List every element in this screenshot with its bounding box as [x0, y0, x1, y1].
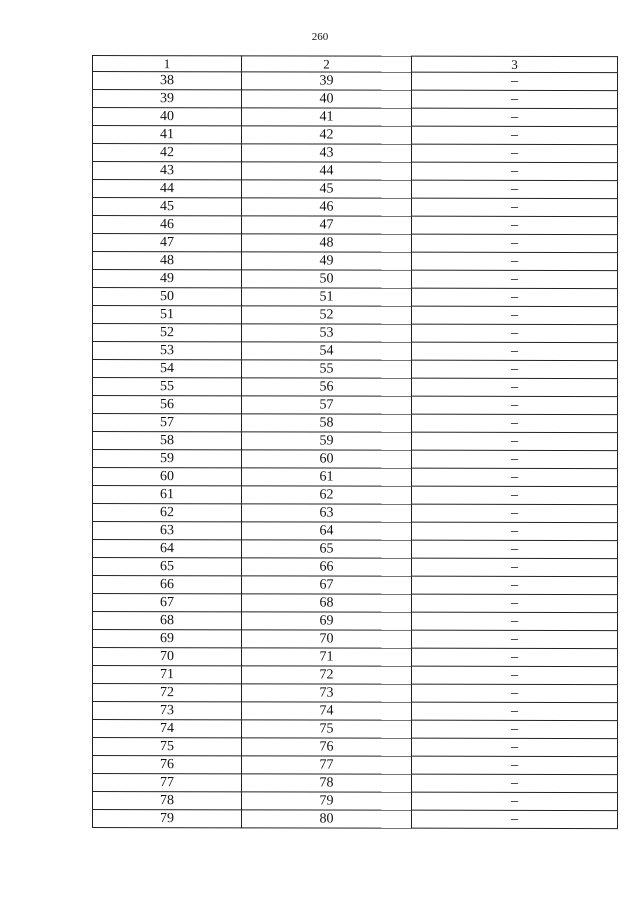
table-cell-col-1: 56	[93, 396, 242, 414]
table-cell-col-1: 68	[93, 612, 242, 630]
table-cell-col-2: 68	[242, 594, 412, 612]
table-cell-col-1: 64	[93, 540, 242, 558]
table-row	[93, 612, 618, 631]
table-cell-col-1: 38	[93, 72, 242, 90]
table-row	[93, 306, 618, 325]
table-cell-col-1: 45	[93, 198, 242, 216]
table-row	[93, 486, 618, 505]
table-cell-col-2: 75	[242, 720, 412, 738]
table-cell-col-1: 62	[93, 504, 242, 522]
table-cell-col-1: 58	[93, 432, 242, 450]
table-cell-col-2: 41	[242, 108, 412, 126]
table-cell-col-3: –	[412, 684, 618, 702]
table-cell-col-1: 72	[93, 684, 242, 702]
table-cell-col-3: –	[412, 342, 618, 360]
table-row	[93, 432, 618, 451]
table-container	[92, 55, 617, 829]
table-row	[93, 162, 618, 181]
table-cell-col-3: –	[412, 414, 618, 432]
table-cell-col-3: –	[412, 126, 618, 144]
table-cell-col-1: 54	[93, 360, 242, 378]
table-cell-col-3: –	[412, 324, 618, 342]
table-cell-col-3: –	[412, 594, 618, 612]
table-cell-col-1: 63	[93, 522, 242, 540]
table-cell-col-1: 48	[93, 252, 242, 270]
table-cell-col-1: 75	[93, 738, 242, 756]
table-row	[93, 90, 618, 109]
table-row	[93, 414, 618, 433]
table-row	[93, 540, 618, 559]
table-cell-col-3: –	[412, 360, 618, 378]
table-cell-col-3: –	[412, 774, 618, 792]
table-cell-col-3: –	[412, 792, 618, 810]
table-cell-col-3: –	[412, 90, 618, 108]
table-row	[93, 720, 618, 739]
table-row	[93, 576, 618, 595]
table-cell-col-2: 72	[242, 666, 412, 684]
table-cell-col-2: 40	[242, 90, 412, 108]
column-header-1: 1	[93, 56, 242, 72]
table-cell-col-1: 57	[93, 414, 242, 432]
table-row	[93, 630, 618, 649]
table-cell-col-3: –	[412, 612, 618, 630]
column-header-3: 3	[412, 56, 618, 72]
table-row	[93, 810, 618, 829]
table-cell-col-3: –	[412, 234, 618, 252]
table-row	[93, 774, 618, 793]
table-cell-col-1: 50	[93, 288, 242, 306]
table-cell-col-2: 61	[242, 468, 412, 486]
table-row	[93, 216, 618, 235]
table-cell-col-1: 71	[93, 666, 242, 684]
table-cell-col-2: 76	[242, 738, 412, 756]
table-cell-col-3: –	[412, 738, 618, 756]
table-row	[93, 180, 618, 199]
table-cell-col-2: 77	[242, 756, 412, 774]
table-cell-col-1: 49	[93, 270, 242, 288]
table-cell-col-1: 46	[93, 216, 242, 234]
table-cell-col-2: 53	[242, 324, 412, 342]
table-cell-col-2: 66	[242, 558, 412, 576]
table-cell-col-2: 51	[242, 288, 412, 306]
table-cell-col-3: –	[412, 432, 618, 450]
table-cell-col-3: –	[412, 810, 618, 828]
table-row	[93, 396, 618, 415]
table-cell-col-1: 76	[93, 756, 242, 774]
table-cell-col-3: –	[412, 522, 618, 540]
table-cell-col-2: 73	[242, 684, 412, 702]
table-cell-col-1: 67	[93, 594, 242, 612]
table-cell-col-2: 63	[242, 504, 412, 522]
table-row	[93, 270, 618, 289]
table-cell-col-1: 61	[93, 486, 242, 504]
table-row	[93, 342, 618, 361]
table-row	[93, 468, 618, 487]
table-cell-col-1: 60	[93, 468, 242, 486]
table-row	[93, 684, 618, 703]
table-cell-col-3: –	[412, 576, 618, 594]
table-cell-col-2: 54	[242, 342, 412, 360]
table-cell-col-2: 55	[242, 360, 412, 378]
table-cell-col-1: 69	[93, 630, 242, 648]
table-row	[93, 198, 618, 217]
table-cell-col-1: 51	[93, 306, 242, 324]
table-cell-col-1: 43	[93, 162, 242, 180]
table-cell-col-3: –	[412, 486, 618, 504]
table-cell-col-3: –	[412, 288, 618, 306]
table-cell-col-2: 39	[242, 72, 412, 90]
data-table	[92, 55, 618, 829]
table-cell-col-1: 66	[93, 576, 242, 594]
table-cell-col-2: 60	[242, 450, 412, 468]
table-cell-col-1: 77	[93, 774, 242, 792]
table-cell-col-2: 64	[242, 522, 412, 540]
table-cell-col-3: –	[412, 756, 618, 774]
table-cell-col-3: –	[412, 666, 618, 684]
table-cell-col-3: –	[412, 720, 618, 738]
table-row	[93, 450, 618, 469]
table-cell-col-2: 70	[242, 630, 412, 648]
table-cell-col-1: 47	[93, 234, 242, 252]
table-cell-col-3: –	[412, 306, 618, 324]
table-cell-col-3: –	[412, 162, 618, 180]
table-cell-col-1: 53	[93, 342, 242, 360]
table-cell-col-2: 59	[242, 432, 412, 450]
table-cell-col-2: 69	[242, 612, 412, 630]
table-row	[93, 594, 618, 613]
table-row	[93, 288, 618, 307]
table-row	[93, 108, 618, 127]
table-header-row	[93, 56, 618, 73]
table-cell-col-1: 65	[93, 558, 242, 576]
table-cell-col-1: 78	[93, 792, 242, 810]
table-cell-col-2: 49	[242, 252, 412, 270]
table-cell-col-3: –	[412, 450, 618, 468]
table-row	[93, 738, 618, 757]
table-row	[93, 72, 618, 91]
table-cell-col-1: 79	[93, 810, 242, 828]
table-row	[93, 252, 618, 271]
table-cell-col-3: –	[412, 630, 618, 648]
table-cell-col-1: 44	[93, 180, 242, 198]
table-row	[93, 324, 618, 343]
table-cell-col-2: 50	[242, 270, 412, 288]
table-cell-col-3: –	[412, 72, 618, 90]
page-number: 260	[311, 31, 329, 43]
table-cell-col-2: 58	[242, 414, 412, 432]
table-cell-col-2: 74	[242, 702, 412, 720]
table-cell-col-1: 59	[93, 450, 242, 468]
table-row	[93, 378, 618, 397]
table-cell-col-2: 56	[242, 378, 412, 396]
table-cell-col-2: 44	[242, 162, 412, 180]
table-cell-col-2: 46	[242, 198, 412, 216]
table-cell-col-1: 74	[93, 720, 242, 738]
table-row	[93, 144, 618, 163]
table-cell-col-2: 65	[242, 540, 412, 558]
table-row	[93, 558, 618, 577]
table-cell-col-1: 39	[93, 90, 242, 108]
table-row	[93, 756, 618, 775]
table-cell-col-3: –	[412, 180, 618, 198]
table-cell-col-1: 52	[93, 324, 242, 342]
table-cell-col-3: –	[412, 378, 618, 396]
table-cell-col-2: 79	[242, 792, 412, 810]
table-row	[93, 504, 618, 523]
table-cell-col-3: –	[412, 504, 618, 522]
table-cell-col-3: –	[412, 396, 618, 414]
table-cell-col-2: 45	[242, 180, 412, 198]
table-cell-col-3: –	[412, 270, 618, 288]
table-cell-col-2: 48	[242, 234, 412, 252]
table-cell-col-2: 71	[242, 648, 412, 666]
table-cell-col-3: –	[412, 702, 618, 720]
table-cell-col-2: 42	[242, 126, 412, 144]
table-cell-col-2: 52	[242, 306, 412, 324]
table-cell-col-2: 43	[242, 144, 412, 162]
table-cell-col-2: 62	[242, 486, 412, 504]
column-header-2: 2	[242, 56, 412, 72]
table-cell-col-3: –	[412, 108, 618, 126]
table-cell-col-3: –	[412, 216, 618, 234]
table-cell-col-2: 67	[242, 576, 412, 594]
table-row	[93, 360, 618, 379]
table-row	[93, 648, 618, 667]
table-cell-col-3: –	[412, 144, 618, 162]
table-cell-col-3: –	[412, 468, 618, 486]
table-cell-col-2: 47	[242, 216, 412, 234]
table-cell-col-3: –	[412, 648, 618, 666]
table-row	[93, 126, 618, 145]
table-cell-col-1: 40	[93, 108, 242, 126]
table-cell-col-3: –	[412, 540, 618, 558]
table-cell-col-2: 57	[242, 396, 412, 414]
table-row	[93, 666, 618, 685]
table-cell-col-1: 70	[93, 648, 242, 666]
table-cell-col-1: 42	[93, 144, 242, 162]
table-row	[93, 792, 618, 811]
table-row	[93, 702, 618, 721]
table-body	[93, 72, 618, 829]
table-cell-col-3: –	[412, 252, 618, 270]
table-cell-col-2: 80	[242, 810, 412, 828]
table-cell-col-3: –	[412, 198, 618, 216]
table-row	[93, 234, 618, 253]
table-cell-col-1: 41	[93, 126, 242, 144]
table-cell-col-3: –	[412, 558, 618, 576]
table-cell-col-1: 73	[93, 702, 242, 720]
table-cell-col-2: 78	[242, 774, 412, 792]
table-row	[93, 522, 618, 541]
table-cell-col-1: 55	[93, 378, 242, 396]
